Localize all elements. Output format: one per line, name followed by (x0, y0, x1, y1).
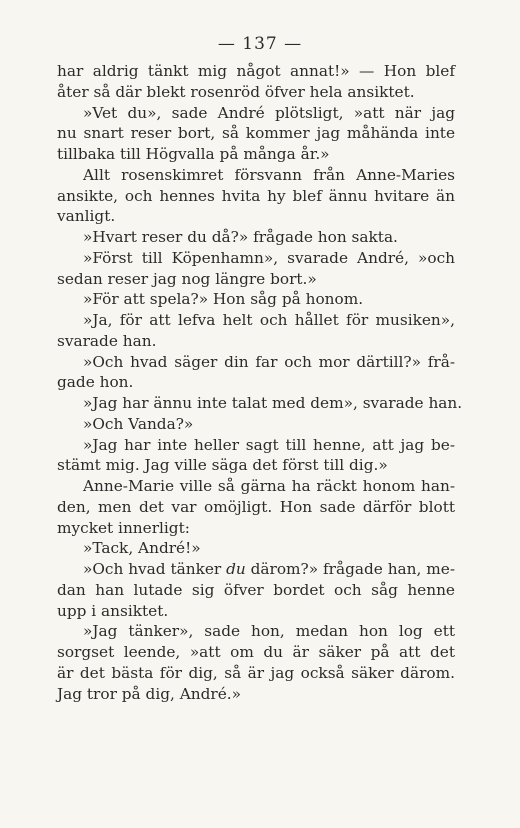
text-line: Anne-Marie ville så gärna ha räckt honom han- (83, 477, 455, 495)
text-line: upp i ansiktet. (57, 601, 169, 620)
text-line: dan han lutade sig öfver bordet och såg henne (57, 580, 455, 599)
text-line: »Tack, André!» (83, 539, 201, 558)
body-text (57, 61, 463, 704)
text-line: mycket innerligt: (57, 518, 190, 537)
text-line: ansikte, och hennes hvita hy blef ännu hvitare än (57, 186, 455, 205)
text-line: åter så där blekt rosenröd öfver hela ansiktet. (57, 82, 415, 101)
text-line: vanligt. (57, 207, 116, 226)
text-line: stämt mig. Jag ville säga det först till dig.» (57, 456, 388, 475)
text-line: »Jag har inte heller sagt till henne, att jag be- (83, 435, 455, 454)
text-line: sorgset leende, »att om du är säker på att det (57, 643, 455, 661)
text-line: »Jag tänker», sade hon, medan hon log ett (83, 622, 455, 641)
text-line: »Och hvad tänker du därom?» frågade han, me- (83, 560, 455, 578)
text-line: »Vet du», sade André plötsligt, »att när jag (83, 103, 455, 122)
text-line: tillbaka till Högvalla på många år.» (57, 145, 330, 163)
text-line: »För att spela?» Hon såg på honom. (83, 290, 364, 309)
text-line: »Jag har ännu inte talat med dem», svarade han. (83, 394, 463, 412)
text-line: är det bästa för dig, så är jag också säker därom. (57, 663, 455, 682)
text-line: gade hon. (57, 373, 134, 392)
emphasized-word: du (226, 560, 246, 578)
text-line: »Först till Köpenhamn», svarade André, »och (83, 248, 455, 267)
page-number: — 137 — (217, 34, 303, 54)
text-line: Allt rosenskimret försvann från Anne-Maries (83, 165, 455, 184)
text-line: sedan reser jag nog längre bort.» (57, 269, 317, 288)
text-line: nu snart reser bort, så kommer jag måhända inte (57, 124, 455, 143)
text-line: »Och hvad säger din far och mor därtill?» frå- (83, 352, 455, 371)
text-line: »Ja, för att lefva helt och hållet för musiken», (83, 311, 455, 329)
text-line: har aldrig tänkt mig något annat!» — Hon blef (57, 62, 455, 80)
text-line: Jag tror på dig, André.» (57, 684, 242, 703)
text-line: den, men det var omöjligt. Hon sade därför blott (57, 497, 455, 516)
text-line: svarade han. (57, 331, 157, 350)
text-line: »Hvart reser du då?» frågade hon sakta. (83, 228, 398, 246)
text-line: »Och Vanda?» (83, 414, 194, 433)
